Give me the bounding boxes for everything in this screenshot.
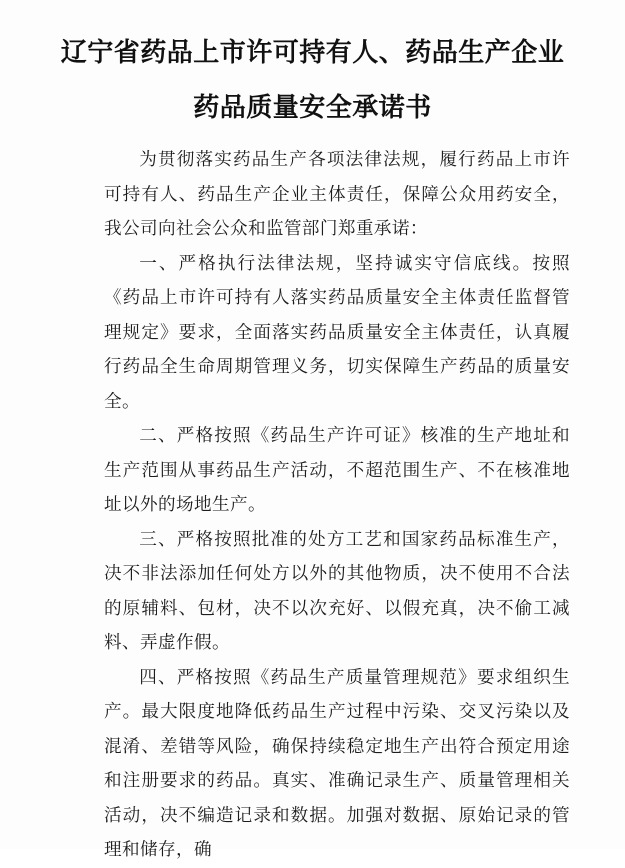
paragraph-commitment-3: 三、严格按照批准的处方工艺和国家药品标准生产，决不非法添加任何处方以外的其他物质，决不使用不合法的原辅料、包材，决不以次充好、以假充真，决不偷工减料、弄虚作假。 (104, 529, 570, 653)
paragraph-commitment-2: 二、严格按照《药品生产许可证》核准的生产地址和生产范围从事药品生产活动，不超范围生产、不在核准地址以外的场地生产。 (104, 426, 570, 515)
paragraph-intro: 为贯彻落实药品生产各项法律法规，履行药品上市许可持有人、药品生产企业主体责任，保障公众用药安全，我公司向社会公众和监管部门郑重承诺： (104, 150, 570, 239)
paragraph-commitment-4: 四、严格按照《药品生产质量管理规范》要求组织生产。最大限度地降低药品生产过程中污染、交叉污染以及混淆、差错等风险，确保持续稳定地生产出符合预定用途和注册要求的药品。真实、准确记录生产、质量管理相关活动，决不编造记录和数据。加强对数据、原始记录的管理和储存，确 (104, 667, 570, 860)
document-body (104, 143, 570, 868)
document-title-line-1: 辽宁省药品上市许可持有人、药品生产企业 (60, 38, 565, 68)
paragraph-commitment-1: 一、严格执行法律法规，坚持诚实守信底线。按照《药品上市许可持有人落实药品质量安全主体责任监督管理规定》要求，全面落实药品质量安全主体责任，认真履行药品全生命周期管理义务，切实保障生产药品的质量安全。 (104, 253, 570, 412)
document-title-line-2: 药品质量安全承诺书 (193, 93, 432, 123)
